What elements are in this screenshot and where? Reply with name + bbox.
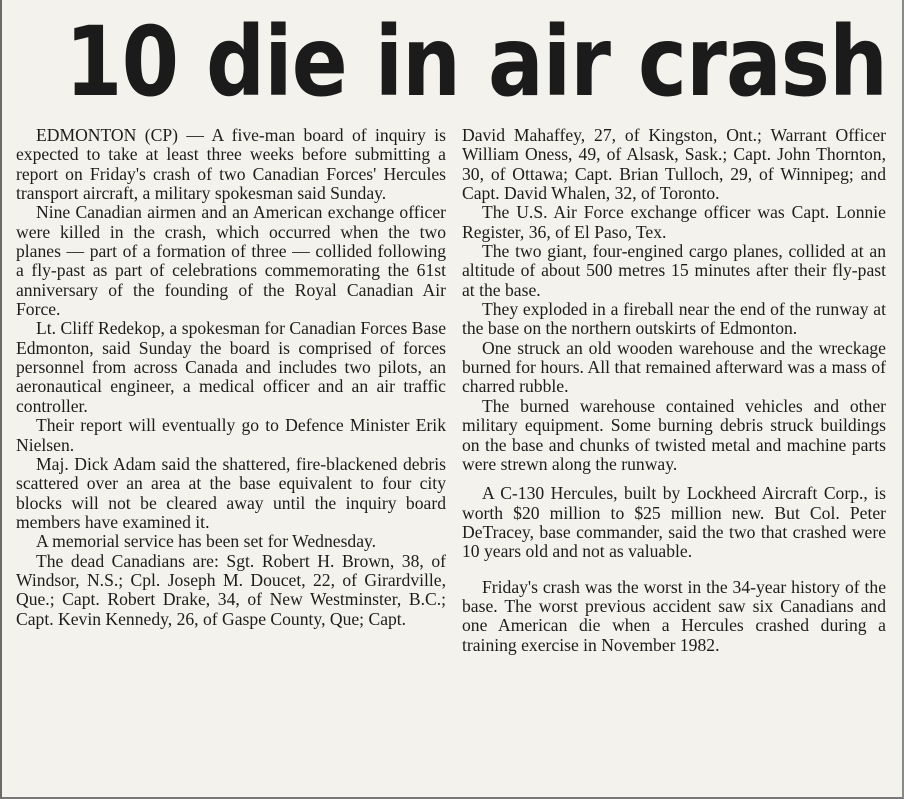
article-paragraph: Their report will eventually go to Defence Minister Erik Nielsen. — [16, 415, 446, 455]
article-paragraph: Lt. Cliff Redekop, a spokesman for Canadian Forces Base Edmonton, said Sunday the board is comprised of forces personnel from across Canada and includes two pilots, an aeronautical engineer, a medical officer and an air traffic controller. — [16, 318, 446, 416]
article-paragraph: A memorial service has been set for Wednesday. — [36, 531, 377, 552]
article-paragraph: The burned warehouse contained vehicles and other military equipment. Some burning debris struck buildings on the base and chunks of twisted metal and machine parts were strewn along the runway. — [462, 395, 886, 474]
article-paragraph: The U.S. Air Force exchange officer was Capt. Lonnie Register, 36, of El Paso, Tex. — [462, 202, 886, 242]
article-column-right — [462, 126, 886, 655]
article-paragraph: The dead Canadians are: Sgt. Robert H. Brown, 38, of Windsor, N.S.; Cpl. Joseph M. Doucet, 22, of Girardville, Que.; Capt. Robert Drake, 34, of New Westminster, B.C.; Capt. Kevin Kennedy, 26, of Gaspe County, Que; Capt. — [16, 550, 446, 629]
article-paragraph: Maj. Dick Adam said the shattered, fire-blackened debris scattered over an area at the base equivalent to four city blocks will not be cleared away until the inquiry board members have examined it. — [16, 453, 446, 532]
article-paragraph: Friday's crash was the worst in the 34-year history of the base. The worst previous accident saw six Canadians and one American die when a Hercules crashed during a training exercise in November 1982. — [462, 576, 886, 655]
article-paragraph: One struck an old wooden warehouse and the wreckage burned for hours. All that remained afterward was a mass of charred rubble. — [462, 337, 886, 397]
article-column-left — [16, 126, 446, 629]
article-paragraph: The two giant, four-engined cargo planes, collided at an altitude of about 500 metres 15 minutes after their fly-past at the base. — [462, 241, 886, 300]
article-paragraph: A C-130 Hercules, built by Lockheed Aircraft Corp., is worth $20 million to $25 million new. But Col. Peter DeTracey, base commander, said the two that crashed were 10 years old and not as valuable. — [462, 483, 886, 562]
article-paragraph: David Mahaffey, 27, of Kingston, Ont.; Warrant Officer William Oness, 49, of Alsask, Sask.; Capt. John Thornton, 30, of Ottawa; Capt. Brian Tulloch, 29, of Winnipeg; and Capt. David Whalen, 32, of Toronto. — [462, 125, 886, 204]
article-paragraph: EDMONTON (CP) — A five-man board of inquiry is expected to take at least three weeks before submitting a report on Friday's crash of two Canadian Forces' Hercules transport aircraft, a military spokesman said Sunday. — [16, 125, 446, 204]
headline: 10 die in air crash — [65, 6, 887, 118]
article-paragraph: Nine Canadian airmen and an American exchange officer were killed in the crash, which occurred when the two planes — part of a formation of three — collided following a fly-past as part of celebrations commemorating the 61st anniversary of the founding of the Royal Canadian Air Force. — [16, 202, 446, 320]
article-paragraph: They exploded in a fireball near the end of the runway at the base on the northern outskirts of Edmonton. — [462, 299, 886, 339]
